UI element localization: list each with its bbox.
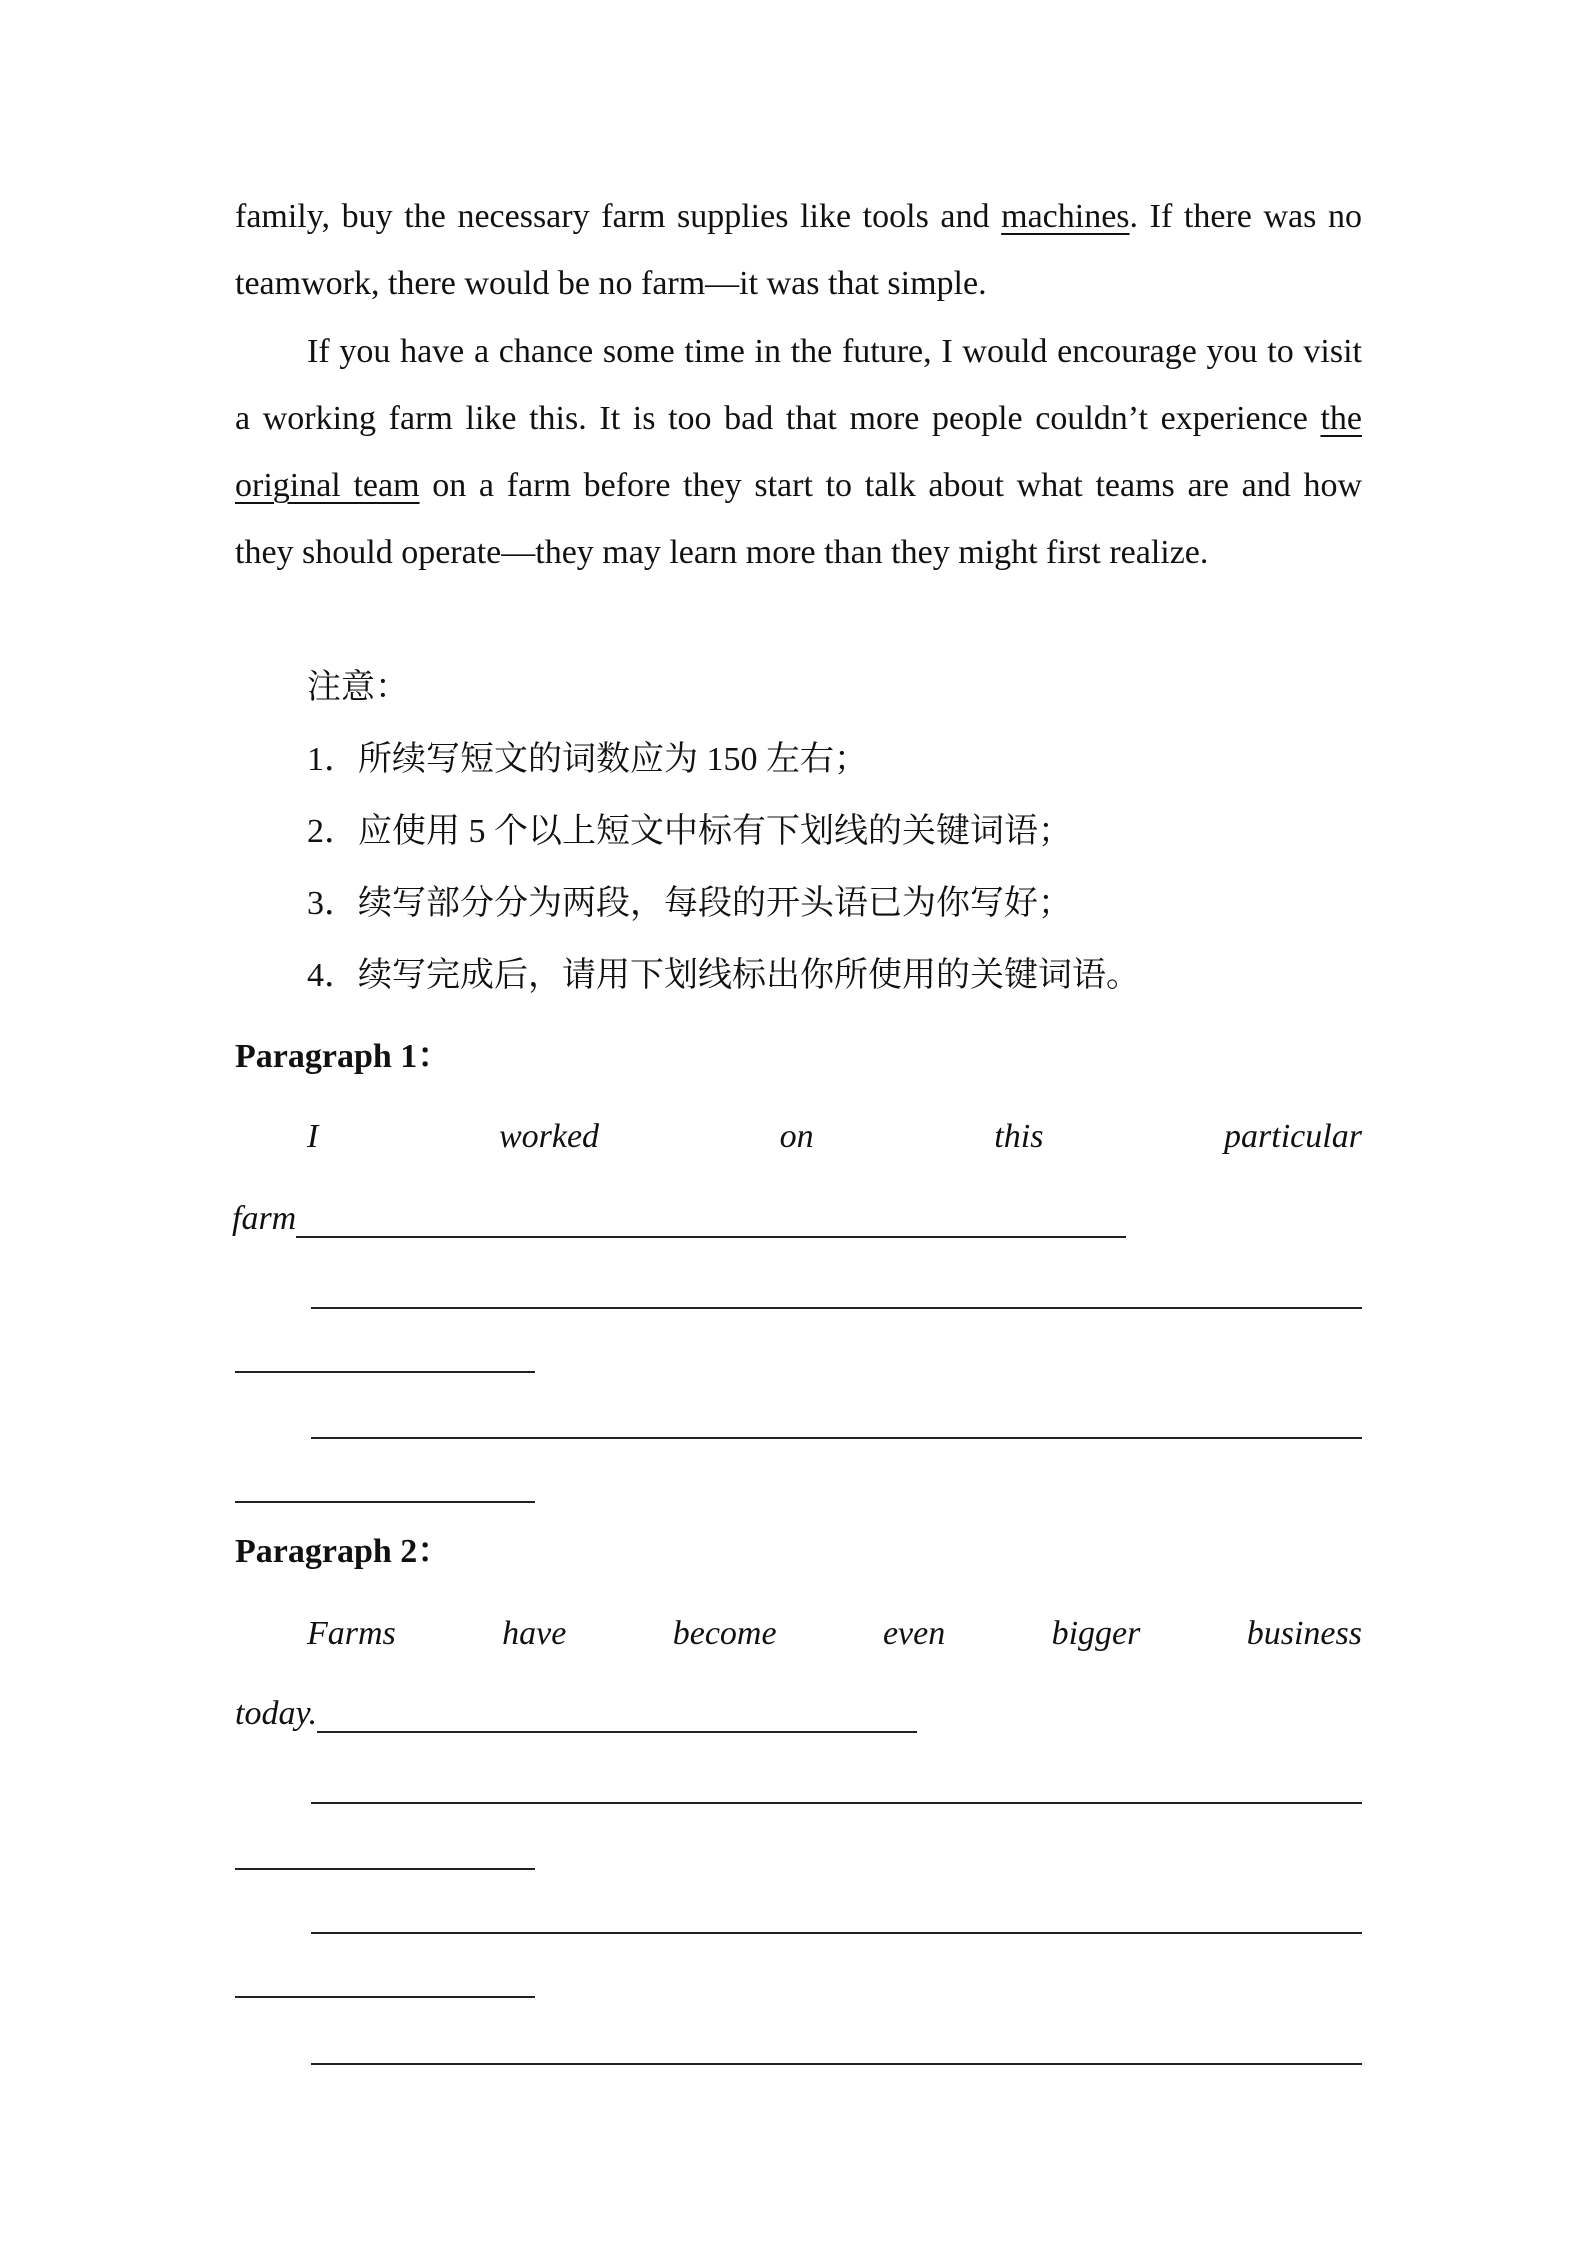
starter-word: this [994, 1118, 1044, 1155]
passage-paragraph-2 [235, 318, 1362, 586]
notes-title: 注意： [307, 669, 409, 706]
passage-paragraph-1 [235, 183, 1362, 317]
starter-word: bigger [1051, 1615, 1141, 1652]
writing-line[interactable] [311, 1437, 1362, 1439]
note-item: 4．续写完成后，请用下划线标出你所使用的关键词语。 [307, 957, 1140, 994]
passage-text: family, buy the necessary farm supplies like tools and [235, 198, 1002, 235]
passage-text: If you have a chance some time in the future, I would encourage you to visit a working farm like this. It is too bad that more people couldn’t experience [235, 333, 1362, 437]
passage-text: . If there was no teamwork, there would be no farm—it was that simple. [235, 198, 1362, 302]
writing-blank[interactable] [317, 1701, 917, 1733]
writing-line[interactable] [235, 1996, 535, 1998]
writing-line[interactable] [311, 2063, 1362, 2065]
writing-line[interactable] [311, 1307, 1362, 1309]
starter-word: Farms [307, 1615, 396, 1652]
note-item: 1．所续写短文的词数应为 150 左右； [307, 741, 868, 778]
paragraph-2-heading: Paragraph 2： [235, 1533, 452, 1570]
starter-word: even [882, 1615, 946, 1652]
starter-word: I [307, 1118, 319, 1155]
note-item: 3．续写部分分为两段，每段的开头语已为你写好； [307, 885, 1072, 922]
writing-line[interactable] [235, 1501, 535, 1503]
starter-word: have [502, 1615, 567, 1652]
paragraph-1-starter-cont [232, 1200, 1359, 1238]
paragraph-2-starter-cont [235, 1695, 1362, 1733]
paragraph-2-starter [235, 1598, 1362, 1670]
passage-text: on a farm before they start to talk about what teams are and how they should operate—they may learn more than they might first realize. [235, 467, 1363, 571]
starter-word: business [1246, 1615, 1362, 1652]
paragraph-1-starter [235, 1101, 1362, 1173]
starter-word: today. [235, 1695, 318, 1732]
paragraph-1-heading: Paragraph 1： [235, 1038, 452, 1075]
starter-word: on [779, 1118, 814, 1155]
starter-word: become [672, 1615, 777, 1652]
underlined-keyword: the original team [235, 400, 1362, 504]
writing-line[interactable] [235, 1868, 535, 1870]
notes-section [235, 652, 1362, 1012]
writing-line[interactable] [311, 1932, 1362, 1934]
starter-word: worked [498, 1118, 600, 1155]
starter-word: farm [232, 1200, 297, 1237]
note-item: 2．应使用 5 个以上短文中标有下划线的关键词语； [307, 813, 1072, 850]
writing-line[interactable] [235, 1371, 535, 1373]
writing-line[interactable] [311, 1802, 1362, 1804]
writing-blank[interactable] [296, 1206, 1126, 1238]
starter-word: particular [1224, 1118, 1362, 1155]
underlined-keyword: machines [1001, 198, 1130, 235]
